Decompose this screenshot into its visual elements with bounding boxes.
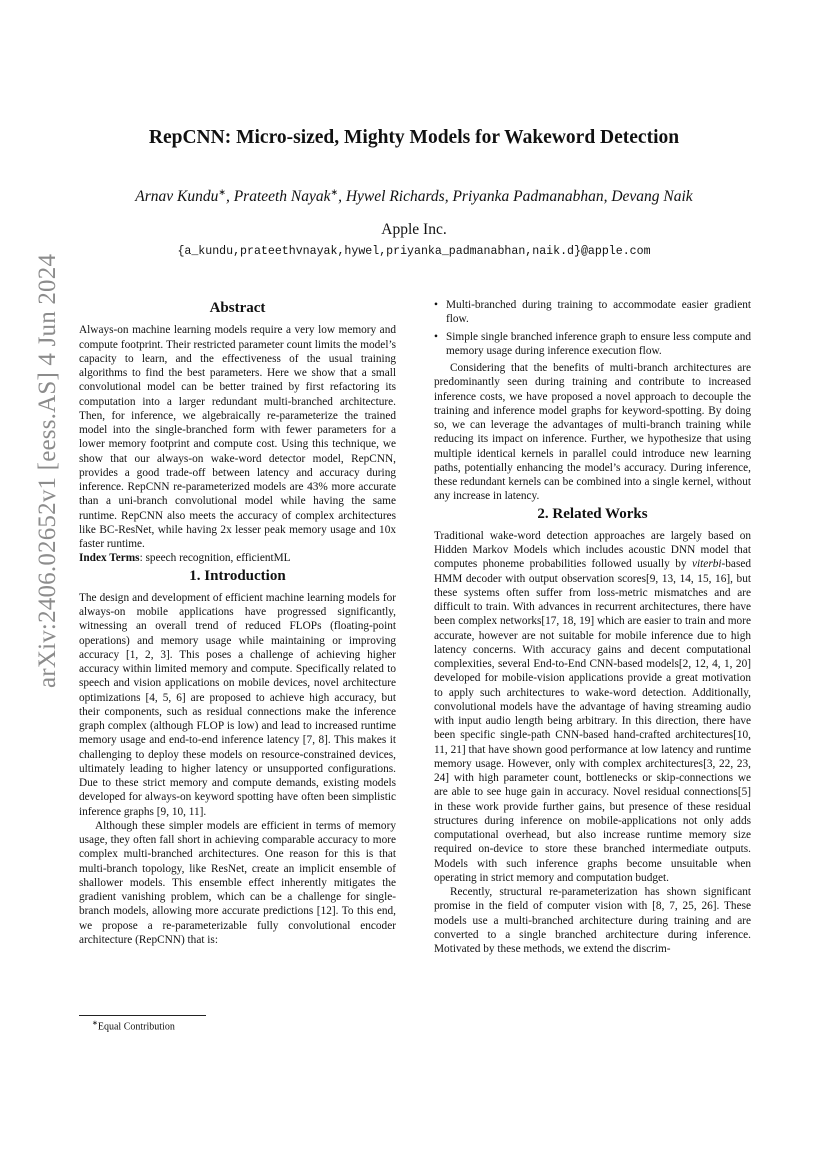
author-emails: {a_kundu,prateethvnayak,hywel,priyanka_padmanabhan,naik.d}@apple.com — [177, 245, 651, 258]
related-heading: 2. Related Works — [537, 505, 648, 522]
footnote-mark: ∗ — [92, 1019, 98, 1027]
abstract-text: Always-on machine learning models require a very low memory and compute footprint. Their restricted parameter count limits the model’s capacity to learn, and the effectiveness of the usual training algorithms to find the best parameters. Here we show that a small convolutional model can be better trained by first refactoring its computation into a larger redundant multi-branched architecture. Then, for inference, we algebraically re-parameterize the trained model into the single-branched form with fewer parameters for a lower memory footprint and compute cost. Using this technique, we show that our always-on wake-word detector model, RepCNN, provides a good trade-off between latency and accuracy during inference. RepCNN re-parameterized models are 43% more accurate than a uni-branch convolutional model while having the same runtime. RepCNN also meets the accuracy of complex architectures like BC-ResNet, while having 2x lesser peak memory usage and 10x faster runtime. — [79, 324, 396, 550]
intro-paragraph-2: Although these simpler models are efficient in terms of memory usage, they often fall short in achieving comparable accuracy to more complex multi-branched architectures. One reason for this is that multi-branch topology, like ResNet, create an implicit ensemble of shallower models. This ensemble effect inherently mitigates the gradient vanishing problem, which can be a challenge for single-branch models, allowing more accurate predictions [12]. To this end, we propose a re-parameterizable fully convolutional encoder architecture (RepCNN) that is: — [79, 819, 396, 946]
author-name: Devang Naik — [611, 188, 693, 206]
paper-title: RepCNN: Micro-sized, Mighty Models for Wakeword Detection — [148, 127, 680, 148]
related-paragraph-2: Recently, structural re-parameterization has shown significant promise in the field of computer vision with [8, 7, 25, 26]. These models use a multi-branched architecture during training and are converted to a single branched architecture during inference. Motivated by these methods, we extend the discrim- — [434, 886, 751, 955]
intro-paragraph-1: The design and development of efficient machine learning models for always-on mobile applications have progressed significantly, witnessing an overall trend of reduced FLOPs (floating-point operations) and memory usage while maintaining or improving accuracy [1, 2, 3]. This poses a challenge of achieving higher accuracy within limited memory and compute. Specifically related to speech and vision applications on mobile devices, novel architecture optimizations [4, 5, 6] are proposed to achieve high accuracy, but their components, such as residual connections make the inference graph complex (although FLOP is low) and lead to increased runtime memory usage and end-to-end inference latency [7, 8]. This makes it challenging to deploy these models on resource-constrained devices, ultimately leading to higher latency or unsupported configurations. Due to these strict memory and compute demands, existing models developed for always-on keyword spotting have often been simplistic inference graphs [9, 10, 11]. — [79, 591, 396, 818]
bullet-item: • Multi-branched during training to accommodate easier gradient flow. — [434, 298, 751, 327]
arxiv-identifier: arXiv:2406.02652v1 [eess.AS] 4 Jun 2024 — [34, 253, 61, 688]
index-terms-label: Index Terms — [79, 552, 140, 565]
index-terms — [79, 551, 396, 565]
emphasis-viterbi: viterbi — [692, 558, 722, 571]
footnote-text: Equal Contribution — [97, 1021, 175, 1033]
author-name: Arnav Kundu — [135, 188, 219, 206]
right-column — [434, 298, 751, 956]
related-paragraph-1: Traditional wake-word detection approaches are largely based on Hidden Markov Models which includes acoustic DNN model that computes phoneme probabilities followed usually by viterbi-based HMM decoder with output observation scores[9, 13, 14, 15, 16], but these systems often suffer from loss-metric mismatches and are difficult to train. With advances in recurrent architectures, there have been complex networks[17, 18, 19] which are easier to train and more accurate, however are not suitable for mobile inference due to high latency concerns. With accuracy gains and decent computational complexities, several End-to-End CNN-based models[2, 12, 4, 1, 20] developed for mobile-vision applications provide a great motivation to apply such architectures to wake-word detection. Additionally, convolutional models have the advantage of having streaming audio with input audio length being arbitrary. In this direction, there have been specific single-path CNN-based hand-crafted architectures[10, 11, 21] that have shown good performance at low latency and runtime memory usage. However, only with complex architectures[3, 22, 23, 24] with high parameter count, bottlenecks or skip-connections we are able to see huge gain in accuracy. Novel residual connections[5] in these work provide further gains, but presence of these residual structures during inference on mobile-applications not only adds computational overhead, but also increase runtime memory size required on-device to store these branched intermediate outputs. Models with such inference graphs become unsuitable when operating in strict memory and computation budget. — [434, 529, 751, 884]
author-list: Arnav Kundu∗, Prateeth Nayak∗, Hywel Richards, Priyanka Padmanabhan, Devang Naik — [135, 187, 693, 206]
right-paragraph-1: Considering that the benefits of multi-branch architectures are predominantly seen during training and contribute to increased inference costs, we have proposed a novel approach to decouple the training and inference model graphs for keyword-spotting. By doing so, we can leverage the advantages of multi-branch training while reducing its impact on inference. Further, we hypothesize that using multiple identical kernels in parallel could introduce new learning paths, potentially enhancing the model’s accuracy. During inference, these redundant kernels can be combined into a single kernel, without any increase in latency. — [434, 362, 751, 503]
author-name: Priyanka Padmanabhan — [452, 188, 604, 206]
design-bullets — [434, 298, 751, 358]
intro-heading: 1. Introduction — [189, 567, 286, 584]
bullet-item: • Simple single branched inference graph to ensure less compute and memory usage during inference execution flow. — [434, 330, 751, 359]
author-name: Hywel Richards — [345, 188, 445, 206]
left-column — [79, 298, 396, 947]
footnote — [92, 1019, 175, 1032]
footnote-divider — [79, 1015, 206, 1016]
affiliation: Apple Inc. — [381, 221, 447, 238]
author-mark: ∗ — [330, 187, 339, 197]
author-name: Prateeth Nayak — [233, 188, 331, 206]
abstract-heading: Abstract — [209, 300, 266, 316]
author-mark: ∗ — [218, 187, 226, 197]
index-terms-values: : speech recognition, efficientML — [139, 552, 291, 565]
